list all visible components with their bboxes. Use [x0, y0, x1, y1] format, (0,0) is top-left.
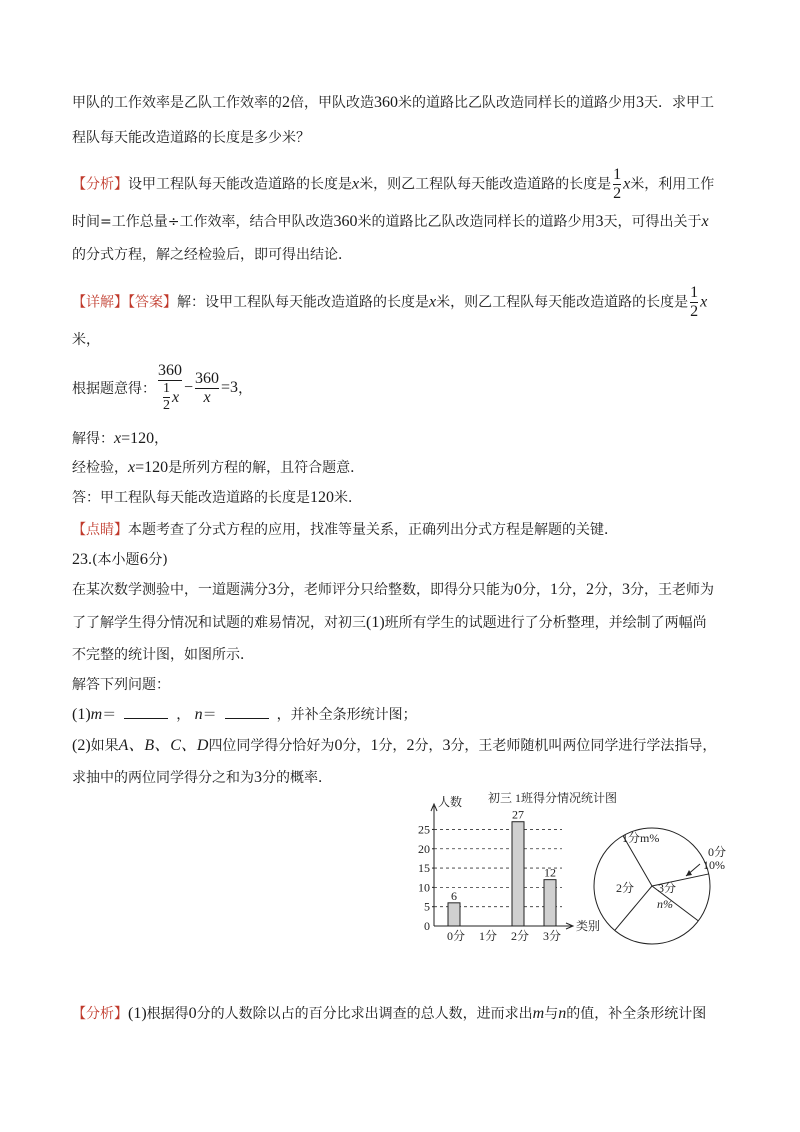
question-2	[72, 736, 716, 756]
y-tick-label: 15	[418, 861, 430, 876]
question-number: 23.	[72, 551, 92, 568]
y-tick-label: 25	[418, 822, 430, 837]
detail-line-1	[72, 284, 707, 321]
text: 四位同学得分恰好为	[208, 738, 335, 754]
minus-sign: −	[184, 379, 194, 396]
text: 分，	[342, 738, 371, 754]
problem-23-line-3: 不完整的统计图，如图所示．	[72, 647, 254, 663]
figure-title: 初三 1班得分情况统计图	[488, 791, 618, 805]
text: 的值，补全条形统计图	[566, 1006, 707, 1022]
text: 米．	[334, 490, 362, 506]
question-1	[72, 704, 417, 725]
variable: m	[532, 1005, 545, 1022]
number: 3	[268, 581, 276, 598]
text: 米的道路比乙队改造同样长的道路少用	[398, 95, 636, 111]
variable: x	[171, 388, 180, 406]
analysis-tag: 【分析】	[72, 1006, 128, 1022]
variable: x	[429, 293, 437, 311]
fraction	[690, 284, 698, 321]
number: 3	[254, 769, 262, 786]
variable: m	[90, 706, 103, 723]
denominator: 2	[613, 185, 622, 202]
y-axis-label: 人数	[438, 795, 463, 809]
pie-label-3: 3分	[658, 881, 677, 895]
text: 倍，甲队改造	[290, 95, 374, 111]
text: 本题考查了分式方程的应用，找准等量关系，正确列出分式方程是解题的关键．	[128, 522, 618, 538]
text: ，	[238, 381, 253, 397]
text: 分，	[558, 582, 586, 598]
number: 1	[550, 581, 558, 598]
numerator: 360	[158, 362, 182, 379]
problem-23-header	[72, 550, 168, 570]
text: 分，王老师为	[630, 582, 714, 598]
number: 360	[333, 213, 358, 230]
problem-23-line-2	[72, 613, 707, 633]
y-tick-label: 0	[424, 919, 430, 933]
numerator: 1	[613, 166, 622, 183]
analysis-line-3: 的分式方程，解之经检验后，即可得出结论．	[72, 247, 352, 263]
pie-label-1: 1分m%	[622, 831, 660, 845]
question-number: (1)	[72, 706, 91, 723]
text: 根据得	[146, 1006, 189, 1022]
bar-chart	[418, 794, 600, 943]
analysis-line-2	[72, 212, 709, 232]
numerator: 1	[162, 381, 170, 396]
x-tick-label: 1分	[478, 929, 498, 943]
text: 分，	[522, 582, 550, 598]
text: ，	[154, 431, 169, 447]
equation-line	[72, 362, 252, 414]
text: 了了解学生得分情况和试题的难易情况，对初三	[72, 615, 366, 631]
text: ，并补全条形统计图；	[276, 707, 417, 723]
bar-data-label: 12	[544, 865, 556, 880]
text: 米，则乙工程队每天能改造道路的长度是	[359, 176, 612, 193]
text: 分，	[594, 582, 622, 598]
fraction-360-over-x	[195, 370, 219, 407]
variable: n	[194, 706, 203, 723]
statistics-figure-svg	[408, 788, 728, 948]
text: 时间=工作总量÷工作效率，结合甲队改造	[72, 214, 334, 230]
number: 120	[310, 489, 334, 506]
y-tick-label: 10	[418, 880, 430, 895]
question-2-line-2	[72, 768, 332, 788]
number: 0	[514, 581, 522, 598]
variable: x	[700, 293, 708, 311]
variable: n	[558, 1005, 567, 1022]
denominator: x	[203, 388, 211, 406]
text: 天．求甲工	[644, 95, 714, 111]
text: 米的道路比乙队改造同样长的道路少用	[357, 214, 596, 230]
text: ＝	[202, 707, 217, 723]
pie-callout-label: 0分	[708, 845, 727, 859]
fraction	[613, 166, 621, 203]
text: 与	[544, 1006, 559, 1022]
class-number: (1)	[366, 614, 385, 631]
solve-line	[72, 429, 168, 449]
pie-value-3: n%	[657, 897, 673, 911]
bar	[512, 822, 524, 926]
text: 分，	[414, 738, 443, 754]
text: 米，则乙工程队每天能改造道路的长度是	[436, 294, 689, 311]
analysis-line-1	[72, 166, 714, 203]
text: 是所列方程的解，且符合题意．	[168, 460, 365, 476]
value: =120	[121, 430, 155, 447]
text: 根据题意得：	[72, 381, 156, 397]
statistics-figure	[408, 788, 728, 952]
x-tick-label: 2分	[510, 929, 530, 943]
text: 分，老师评分只给整数，即得分只能为	[276, 582, 514, 598]
bar-data-label: 6	[451, 888, 457, 903]
number: 2	[282, 94, 290, 111]
text: 米，利用工作	[630, 176, 715, 193]
number: 1	[370, 737, 379, 754]
fraction-360-over-half-x	[158, 362, 182, 414]
pie-label-2: 2分	[616, 881, 635, 895]
text: 解得：	[72, 431, 114, 447]
question-number: (2)	[72, 737, 91, 754]
text: 分，	[378, 738, 407, 754]
answer-line	[72, 488, 362, 508]
numerator: 1	[690, 284, 699, 301]
x-tick-label: 0分	[446, 929, 466, 943]
bar-data-label: 27	[512, 807, 524, 822]
number: 2	[406, 737, 415, 754]
number: 3	[622, 581, 630, 598]
text: ，	[176, 707, 191, 723]
answer-tag: 【答案】	[128, 294, 177, 311]
bar	[544, 880, 556, 926]
number: 3	[442, 737, 451, 754]
value: =120	[135, 459, 169, 476]
variable: x	[352, 175, 360, 193]
number: 0	[188, 1005, 197, 1022]
equation-rhs: =3	[221, 379, 239, 396]
answer-blank-m[interactable]	[124, 704, 168, 719]
question-number: (1)	[128, 1005, 147, 1022]
student-names: A、B、C、D	[118, 737, 209, 754]
problem-23-line-1	[72, 580, 714, 600]
text: 分，王老师随机叫两位同学进行学法指导，	[450, 738, 717, 754]
detail-line-2: 米，	[72, 332, 100, 348]
number: 2	[586, 581, 594, 598]
check-line	[72, 458, 364, 478]
analysis-tag: 【分析】	[72, 176, 128, 193]
denominator	[161, 381, 179, 414]
comment-tag: 【点睛】	[72, 522, 128, 538]
x-tick-label: 3分	[542, 929, 562, 943]
text: 经检验，	[72, 460, 128, 476]
variable: x	[128, 459, 136, 476]
variable: x	[114, 430, 122, 447]
number: 3	[636, 94, 644, 111]
answer-blank-n[interactable]	[225, 704, 269, 719]
text: 设甲工程队每天能改造道路的长度是	[128, 176, 352, 193]
y-tick-label: 5	[424, 899, 430, 914]
text: 答：甲工程队每天能改造道路的长度是	[72, 490, 310, 506]
text: ＝	[102, 707, 117, 723]
number: 3	[595, 213, 604, 230]
text: 如果	[90, 738, 119, 754]
x-axis-label: 类别	[576, 919, 601, 933]
number: 360	[374, 94, 398, 111]
text: 求抽中的两位同学得分之和为	[72, 770, 254, 786]
problem-statement-line-2: 程队每天能改造道路的长度是多少米？	[72, 130, 310, 146]
bar	[448, 903, 460, 926]
problem-statement-line-1	[72, 93, 714, 113]
pie-callout-value: 10%	[703, 858, 725, 872]
text: 天，可得出关于	[603, 214, 702, 230]
pie-chart	[594, 828, 726, 944]
text: 分的人数除以占的百分比求出调查的总人数，进而求出	[196, 1006, 533, 1022]
problem-23-line-4: 解答下列问题：	[72, 677, 170, 693]
denominator: 2	[690, 303, 699, 320]
text: 甲队的工作效率是乙队工作效率的	[72, 95, 282, 111]
number: 0	[334, 737, 343, 754]
analysis-23-line	[72, 1004, 706, 1024]
text: 分的概率．	[262, 770, 332, 786]
text: 在某次数学测验中，一道题满分	[72, 582, 268, 598]
text: 班所有学生的试题进行了分析整理，并绘制了两幅尚	[384, 615, 707, 631]
comment-line	[72, 520, 618, 540]
question-score: (本小题6分)	[92, 552, 168, 568]
variable: x	[623, 175, 631, 193]
text: 解：设甲工程队每天能改造道路的长度是	[177, 294, 429, 311]
inner-fraction	[163, 381, 170, 414]
denominator: 2	[162, 398, 170, 413]
variable: x	[701, 213, 709, 230]
detail-tag: 【详解】	[72, 294, 128, 311]
numerator: 360	[195, 369, 220, 387]
y-tick-label: 20	[418, 841, 430, 856]
